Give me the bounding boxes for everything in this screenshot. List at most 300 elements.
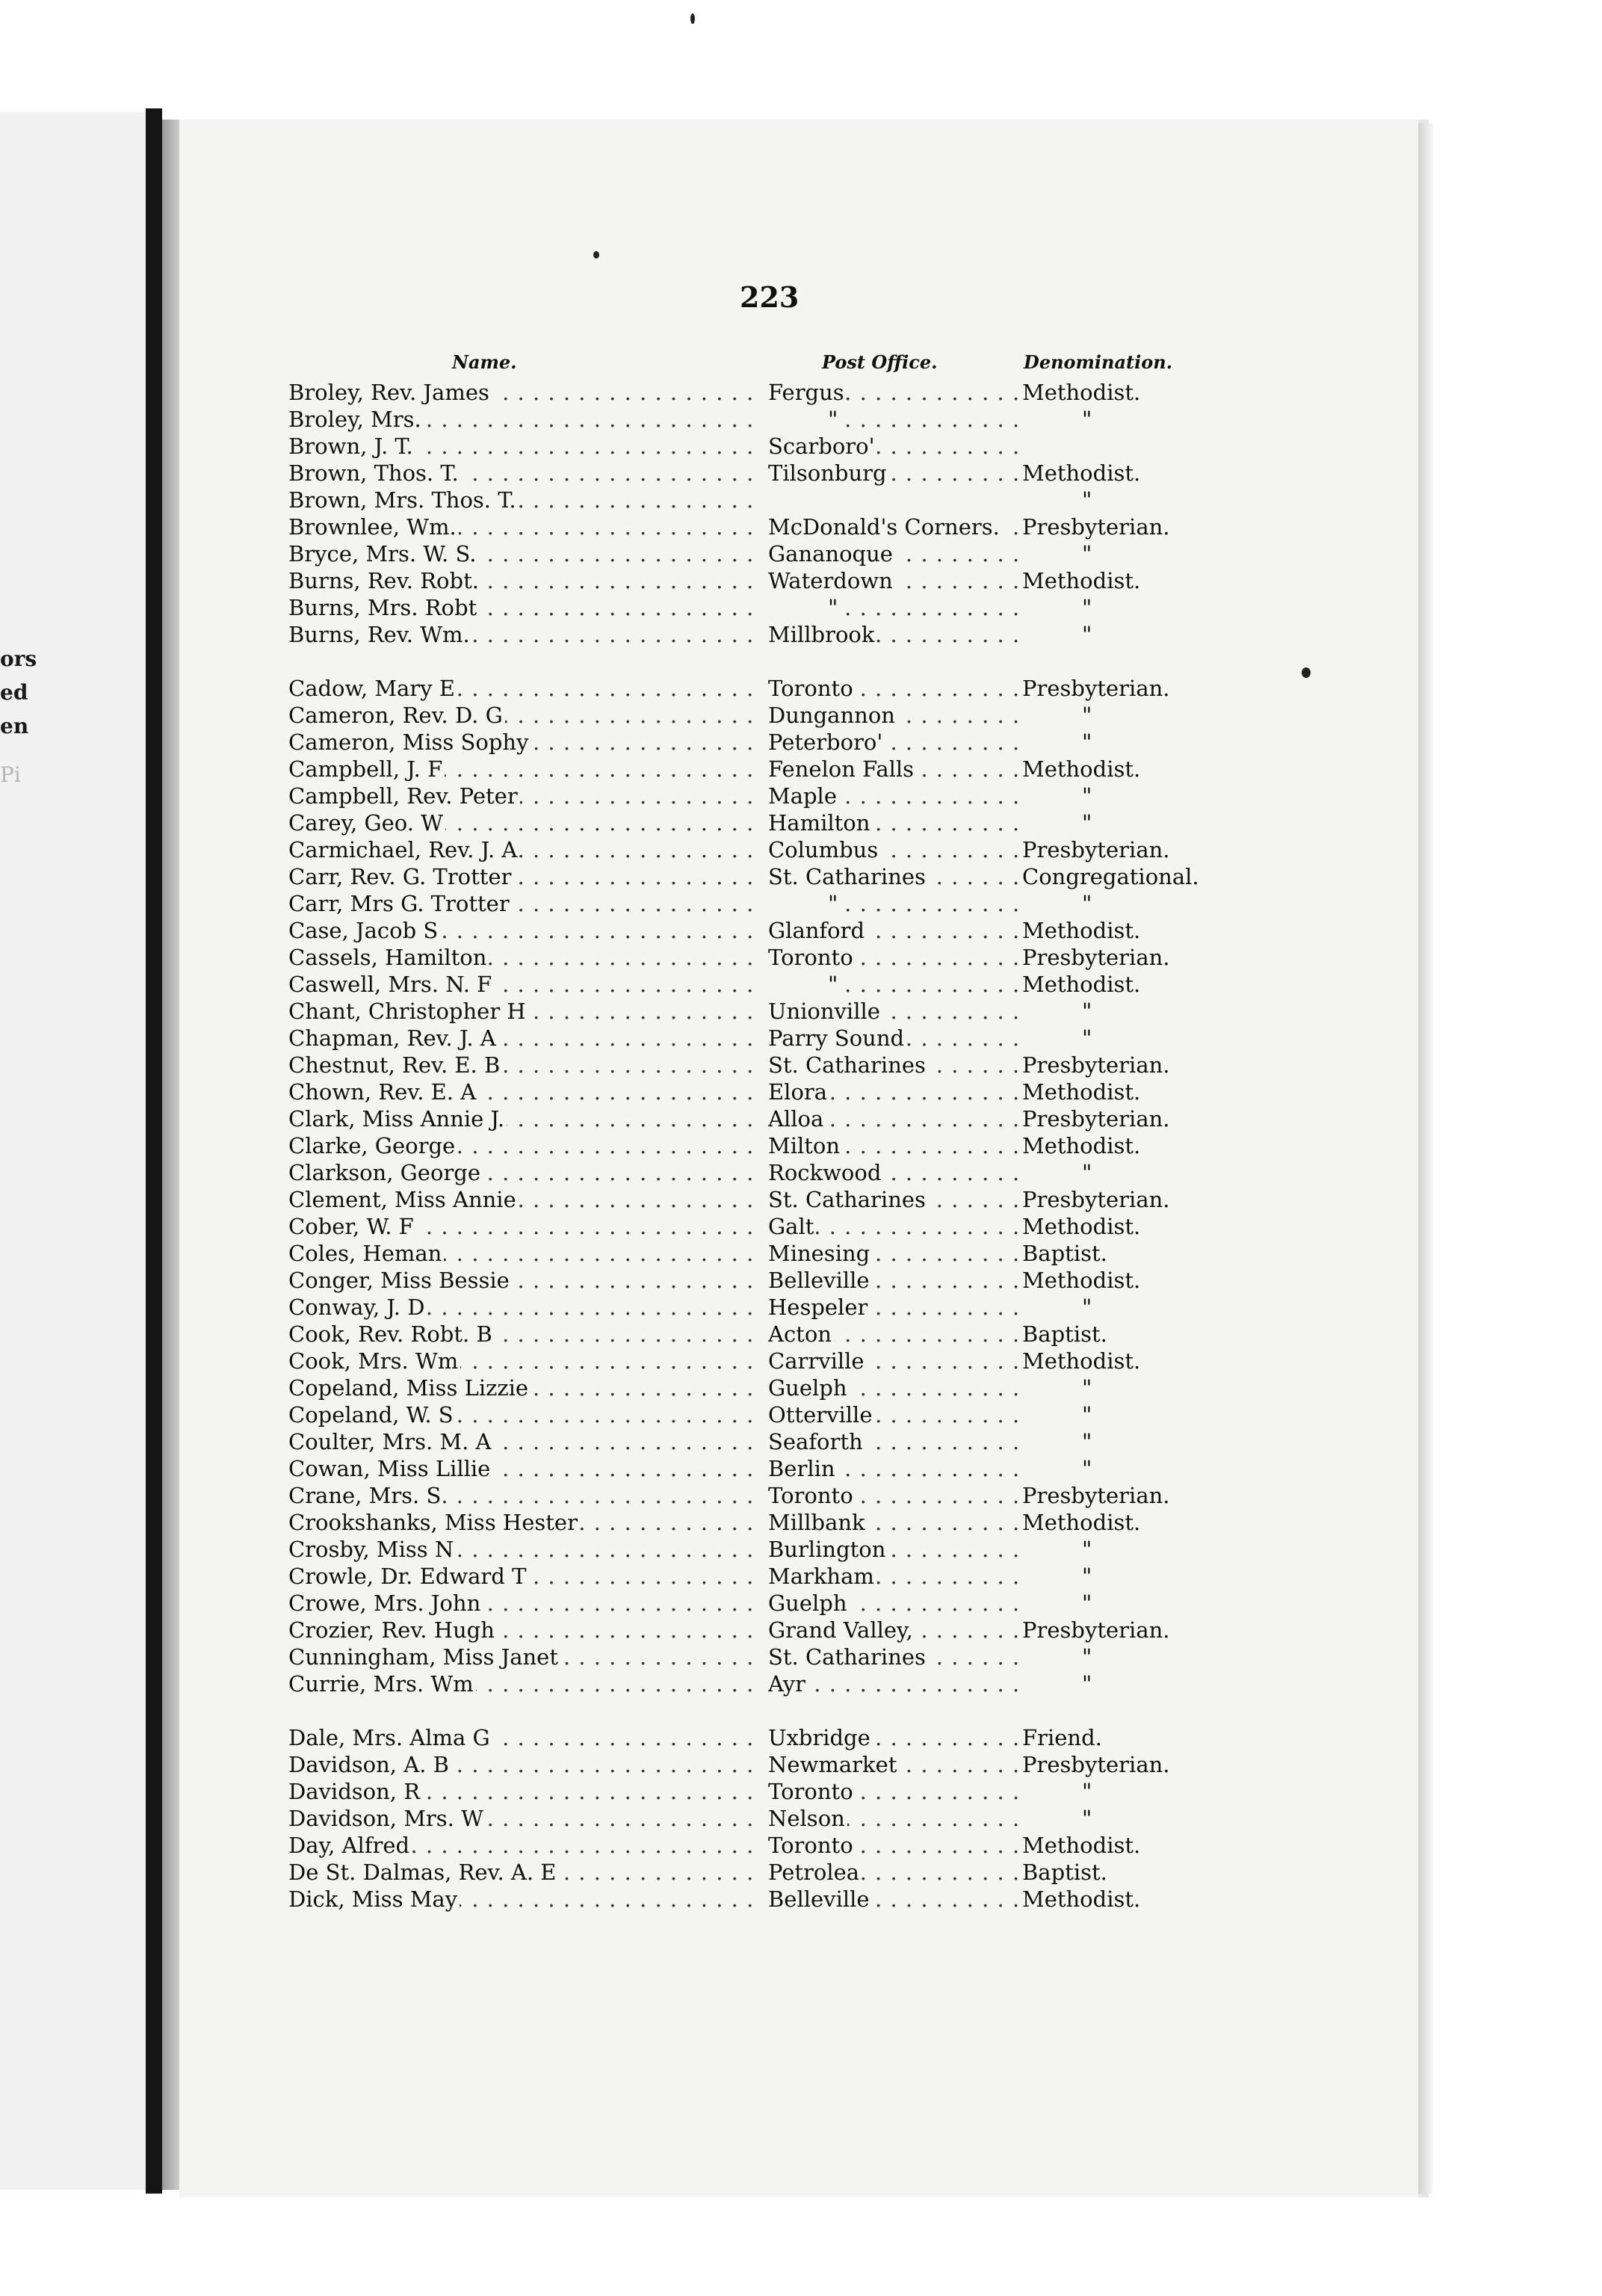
list-item	[288, 1832, 1245, 1859]
entry-post-office	[768, 460, 1019, 487]
entry-post-office-text: Guelph	[768, 1375, 850, 1401]
entry-name-text: Chown, Rev. E. A	[288, 1079, 478, 1105]
entry-name	[288, 1805, 752, 1832]
entry-name-text: Chestnut, Rev. E. B	[288, 1052, 502, 1078]
entry-denomination-text: "	[1082, 1564, 1092, 1589]
entry-post-office	[768, 863, 1019, 890]
entry-denomination	[1022, 1186, 1246, 1213]
entry-post-office-text: Nelson	[768, 1806, 847, 1831]
entry-post-office-text: Markham	[768, 1564, 876, 1589]
left-page-fragment: ed	[0, 680, 28, 705]
entry-denomination-text: Methodist.	[1022, 380, 1141, 405]
entry-name	[288, 1482, 752, 1509]
entry-post-office-text: Waterdown	[768, 568, 895, 593]
entry-name-text: Cook, Mrs. Wm	[288, 1348, 460, 1374]
entry-denomination	[1022, 1348, 1246, 1374]
entry-denomination	[1022, 1670, 1246, 1697]
entry-denomination-text: Methodist.	[1022, 1833, 1141, 1858]
entry-name	[288, 1240, 752, 1267]
entry-denomination	[1022, 1805, 1246, 1832]
entry-denomination-text: "	[1082, 1429, 1092, 1454]
entry-post-office-text: Toronto	[768, 1483, 856, 1508]
entry-name	[288, 702, 752, 729]
list-item	[288, 540, 1245, 567]
entry-denomination	[1022, 513, 1246, 540]
entry-name-text: Currie, Mrs. Wm	[288, 1671, 476, 1697]
entry-post-office-text: Acton	[768, 1321, 834, 1347]
entry-name-text: Burns, Mrs. Robt	[288, 595, 479, 620]
entry-post-office	[768, 1240, 1019, 1267]
entry-post-office-text: Millbank	[768, 1510, 868, 1535]
entry-post-office	[768, 1374, 1019, 1401]
entry-name	[288, 1186, 752, 1213]
entry-post-office-text: Berlin	[768, 1456, 838, 1481]
entry-name-text: Conger, Miss Bessie	[288, 1268, 512, 1293]
entry-post-office	[768, 1886, 1019, 1913]
entry-post-office-text: St. Catharines	[768, 1187, 928, 1212]
entry-name	[288, 1509, 752, 1536]
entry-post-office	[768, 1832, 1019, 1859]
entry-post-office	[768, 1213, 1019, 1240]
list-item	[288, 756, 1245, 783]
entry-denomination-text: Baptist.	[1022, 1860, 1107, 1885]
entry-post-office	[768, 1563, 1019, 1590]
entry-denomination-text: "	[1082, 1375, 1092, 1401]
entry-post-office	[768, 1509, 1019, 1536]
entry-post-office-text: Rockwood	[768, 1160, 883, 1185]
left-page-fragment: Pi	[0, 762, 21, 787]
entry-post-office-text: Guelph	[768, 1590, 850, 1616]
entry-denomination-text: "	[1082, 729, 1092, 755]
entry-name-text: Chant, Christopher H	[288, 999, 528, 1024]
entry-denomination-text: "	[1082, 1537, 1092, 1562]
list-item	[288, 1052, 1245, 1078]
entry-denomination	[1022, 783, 1246, 809]
entry-post-office-text: Millbrook	[768, 622, 876, 647]
entry-name-text: Cober, W. F	[288, 1214, 416, 1239]
entry-post-office	[768, 1078, 1019, 1105]
entry-denomination-text: "	[1082, 703, 1092, 728]
entry-denomination	[1022, 1078, 1246, 1105]
entry-denomination-text: "	[1082, 1806, 1092, 1831]
list-item	[288, 567, 1245, 594]
entry-name-text: Crosby, Miss N	[288, 1537, 456, 1562]
entry-name-text: De St. Dalmas, Rev. A. E	[288, 1860, 558, 1885]
list-item	[288, 1590, 1245, 1617]
entry-denomination	[1022, 836, 1246, 863]
entry-name-text: Cadow, Mary E	[288, 676, 457, 701]
entry-denomination	[1022, 594, 1246, 621]
list-item	[288, 1724, 1245, 1751]
entry-denomination-text: "	[1082, 783, 1092, 809]
entry-post-office	[768, 1401, 1019, 1428]
entry-name	[288, 1025, 752, 1052]
entry-denomination	[1022, 1025, 1246, 1052]
entry-name-text: Crookshanks, Miss Hester	[288, 1510, 580, 1535]
entry-denomination-text: Presbyterian.	[1022, 945, 1170, 970]
entry-denomination-text: Methodist.	[1022, 1214, 1141, 1239]
entry-name-text: Cameron, Miss Sophy	[288, 729, 531, 755]
previous-page-edge	[0, 112, 153, 2190]
entry-post-office	[768, 1859, 1019, 1886]
entry-post-office	[768, 433, 1019, 460]
entry-denomination-text: Presbyterian.	[1022, 676, 1170, 701]
entry-name-text: Carmichael, Rev. J. A	[288, 837, 519, 862]
entry-post-office	[768, 406, 1019, 433]
entry-name-text: Crane, Mrs. S	[288, 1483, 443, 1508]
list-item	[288, 1482, 1245, 1509]
entry-name	[288, 487, 752, 513]
list-item	[288, 1778, 1245, 1805]
list-item	[288, 1267, 1245, 1294]
entry-post-office	[768, 1159, 1019, 1186]
entry-denomination	[1022, 1374, 1246, 1401]
entry-post-office-text: Otterville	[768, 1402, 874, 1428]
entry-denomination-text: "	[1082, 622, 1092, 647]
entry-denomination	[1022, 1105, 1246, 1132]
entry-name-text: Caswell, Mrs. N. F	[288, 972, 494, 997]
entry-denomination	[1022, 1832, 1246, 1859]
entry-name-text: Dale, Mrs. Alma G	[288, 1725, 492, 1750]
list-item	[288, 890, 1245, 917]
entry-denomination-text: "	[1082, 1671, 1092, 1697]
entry-name-text: Coulter, Mrs. M. A	[288, 1429, 493, 1454]
entry-post-office-text: Toronto	[768, 1833, 856, 1858]
entry-post-office-text: Carrville	[768, 1348, 867, 1374]
entry-post-office-text: Uxbridge	[768, 1725, 873, 1750]
entry-post-office	[768, 1644, 1019, 1670]
entry-denomination	[1022, 567, 1246, 594]
entry-post-office-text: Parry Sound	[768, 1025, 906, 1051]
entry-denomination-text: "	[1082, 1644, 1092, 1670]
entry-post-office	[768, 1670, 1019, 1697]
list-item	[288, 1078, 1245, 1105]
entry-denomination-text: "	[1082, 1160, 1092, 1185]
entry-name	[288, 1213, 752, 1240]
list-item	[288, 594, 1245, 621]
entry-post-office	[768, 1186, 1019, 1213]
entry-denomination-text: Friend.	[1022, 1725, 1102, 1750]
entry-post-office-text: Grand Valley,	[768, 1617, 915, 1643]
entry-denomination	[1022, 1590, 1246, 1617]
entry-post-office	[768, 1617, 1019, 1644]
list-item	[288, 513, 1245, 540]
entry-post-office-text: Alloa	[768, 1106, 826, 1132]
entry-name	[288, 379, 752, 406]
entry-denomination-text: Presbyterian.	[1022, 1617, 1170, 1643]
entry-post-office	[768, 1025, 1019, 1052]
entry-post-office	[768, 1321, 1019, 1348]
entry-denomination	[1022, 460, 1246, 487]
entry-denomination	[1022, 971, 1246, 998]
entry-denomination	[1022, 1859, 1246, 1886]
column-header-name: Name.	[452, 351, 517, 373]
entry-denomination	[1022, 756, 1246, 783]
directory-list	[288, 379, 1245, 1913]
entry-post-office-text: St. Catharines	[768, 864, 928, 889]
entry-denomination-text: Baptist.	[1022, 1241, 1107, 1266]
entry-post-office-text: Petrolea	[768, 1860, 862, 1885]
entry-name	[288, 675, 752, 702]
list-item	[288, 836, 1245, 863]
entry-name	[288, 1401, 752, 1428]
entry-name-text: Cunningham, Miss Janet	[288, 1644, 560, 1670]
entry-denomination	[1022, 1401, 1246, 1428]
entry-denomination	[1022, 1132, 1246, 1159]
entry-post-office-text: Unionville	[768, 999, 882, 1024]
entry-denomination	[1022, 1886, 1246, 1913]
list-item	[288, 1859, 1245, 1886]
entry-post-office-text: Glanford	[768, 918, 867, 943]
entry-name-text: Davidson, R	[288, 1779, 422, 1804]
entry-name	[288, 1617, 752, 1644]
entry-name	[288, 1563, 752, 1590]
entry-denomination	[1022, 1455, 1246, 1482]
entry-post-office-text: Galt	[768, 1214, 816, 1239]
entry-denomination-text: "	[1082, 487, 1092, 513]
entry-name-text: Brown, Thos. T.	[288, 460, 461, 486]
entry-name	[288, 1455, 752, 1482]
entry-name-text: Crowe, Mrs. John	[288, 1590, 483, 1616]
entry-post-office-text: Ayr	[768, 1671, 808, 1697]
entry-post-office	[768, 1805, 1019, 1832]
list-item	[288, 1670, 1245, 1697]
entry-denomination-text: Presbyterian.	[1022, 1483, 1170, 1508]
entry-name	[288, 1751, 752, 1778]
list-item	[288, 1644, 1245, 1670]
entry-denomination	[1022, 702, 1246, 729]
entry-denomination	[1022, 1159, 1246, 1186]
entry-post-office	[768, 890, 1019, 917]
entry-name	[288, 1536, 752, 1563]
page-number: 223	[740, 280, 800, 314]
entry-name	[288, 1078, 752, 1105]
entry-denomination-text: Presbyterian.	[1022, 837, 1170, 862]
entry-denomination-text: Methodist.	[1022, 1348, 1141, 1374]
entry-name-text: Cameron, Rev. D. G	[288, 703, 505, 728]
entry-post-office-text: Burlington	[768, 1537, 888, 1562]
entry-post-office-text: Newmarket	[768, 1752, 899, 1777]
entry-post-office	[768, 809, 1019, 836]
entry-denomination-text: Presbyterian.	[1022, 1187, 1170, 1212]
entry-post-office-text: Toronto	[768, 1779, 856, 1804]
entry-denomination	[1022, 944, 1246, 971]
entry-name	[288, 1778, 752, 1805]
entry-name-text: Dick, Miss May	[288, 1886, 460, 1912]
column-header-denomination: Denomination.	[1024, 351, 1173, 373]
entry-post-office-text: Toronto	[768, 676, 856, 701]
list-item	[288, 1536, 1245, 1563]
entry-name-text: Burns, Rev. Wm.	[288, 622, 472, 647]
entry-name	[288, 1052, 752, 1078]
entry-denomination-text: "	[1082, 1402, 1092, 1428]
entry-post-office	[768, 1590, 1019, 1617]
list-item	[288, 1617, 1245, 1644]
entry-name	[288, 1159, 752, 1186]
entry-name	[288, 1348, 752, 1374]
entry-denomination-text: Methodist.	[1022, 918, 1141, 943]
entry-name	[288, 863, 752, 890]
entry-post-office	[768, 944, 1019, 971]
entry-denomination	[1022, 1213, 1246, 1240]
entry-post-office	[768, 783, 1019, 809]
entry-post-office	[768, 1455, 1019, 1482]
entry-denomination	[1022, 1052, 1246, 1078]
entry-post-office-text: "	[768, 594, 840, 621]
entry-name	[288, 944, 752, 971]
entry-post-office	[768, 1105, 1019, 1132]
entry-denomination	[1022, 1536, 1246, 1563]
list-item	[288, 729, 1245, 756]
entry-denomination-text: Methodist.	[1022, 1510, 1141, 1535]
entry-post-office	[768, 917, 1019, 944]
list-item	[288, 1751, 1245, 1778]
entry-post-office-text: St. Catharines	[768, 1644, 928, 1670]
list-item	[288, 433, 1245, 460]
entry-denomination-text: Baptist.	[1022, 1321, 1107, 1347]
entry-denomination-text: Congregational.	[1022, 864, 1199, 889]
entry-denomination-text: Methodist.	[1022, 568, 1141, 593]
entry-name	[288, 1886, 752, 1913]
entry-denomination-text: "	[1082, 541, 1092, 567]
entry-name-text: Campbell, J. F	[288, 756, 445, 782]
entry-post-office	[768, 836, 1019, 863]
list-item	[288, 1213, 1245, 1240]
entry-denomination-text: "	[1082, 595, 1092, 620]
entry-name-text: Day, Alfred	[288, 1833, 412, 1858]
entry-name-text: Copeland, Miss Lizzie	[288, 1375, 531, 1401]
entry-post-office-text: Peterboro'	[768, 729, 885, 755]
entry-post-office	[768, 487, 1019, 513]
entry-denomination-text: Methodist.	[1022, 756, 1141, 782]
entry-denomination	[1022, 1428, 1246, 1455]
entry-denomination	[1022, 917, 1246, 944]
entry-denomination	[1022, 809, 1246, 836]
list-item	[288, 863, 1245, 890]
entry-post-office-text: "	[768, 406, 840, 433]
entry-post-office	[768, 1778, 1019, 1805]
entry-name	[288, 783, 752, 809]
entry-name	[288, 1428, 752, 1455]
entry-name-text: Clement, Miss Annie	[288, 1187, 519, 1212]
entry-name	[288, 406, 752, 433]
list-item	[288, 783, 1245, 809]
entry-name-text: Bryce, Mrs. W. S.	[288, 541, 479, 567]
entry-post-office	[768, 1052, 1019, 1078]
entry-name	[288, 540, 752, 567]
entry-name	[288, 917, 752, 944]
entry-name-text: Broley, Rev. James	[288, 380, 492, 405]
entry-denomination	[1022, 621, 1246, 648]
entry-post-office-text: Minesing	[768, 1241, 872, 1266]
entry-post-office-text	[768, 487, 770, 513]
entry-denomination	[1022, 863, 1246, 890]
list-item	[288, 487, 1245, 513]
entry-name-text: Crowle, Dr. Edward T	[288, 1564, 528, 1589]
list-item	[288, 460, 1245, 487]
entry-denomination	[1022, 1778, 1246, 1805]
entry-name-text: Brown, Mrs. Thos. T.	[288, 487, 519, 513]
list-item	[288, 1132, 1245, 1159]
entry-name-text: Chapman, Rev. J. A	[288, 1025, 498, 1051]
entry-post-office	[768, 379, 1019, 406]
list-item	[288, 809, 1245, 836]
list-item	[288, 971, 1245, 998]
entry-name-text: Carr, Mrs G. Trotter	[288, 891, 512, 916]
entry-denomination-text: "	[1082, 810, 1092, 836]
list-item	[288, 944, 1245, 971]
entry-denomination	[1022, 379, 1246, 406]
list-item	[288, 1428, 1245, 1455]
entry-name-text: Conway, J. D	[288, 1294, 427, 1320]
entry-post-office	[768, 1428, 1019, 1455]
entry-name-text: Clarke, George	[288, 1133, 457, 1158]
entry-post-office	[768, 540, 1019, 567]
entry-denomination	[1022, 1563, 1246, 1590]
entry-post-office-text: Belleville	[768, 1886, 872, 1912]
entry-name	[288, 1321, 752, 1348]
entry-name	[288, 1670, 752, 1697]
entry-post-office	[768, 1536, 1019, 1563]
entry-post-office	[768, 998, 1019, 1025]
entry-denomination-text: Methodist.	[1022, 460, 1141, 486]
entry-name-text: Davidson, A. B	[288, 1752, 451, 1777]
entry-post-office-text: Fergus	[768, 380, 847, 405]
entry-denomination-text: Presbyterian.	[1022, 1106, 1170, 1132]
entry-post-office	[768, 729, 1019, 756]
entry-name-text: Clarkson, George	[288, 1160, 483, 1185]
entry-denomination	[1022, 998, 1246, 1025]
entry-post-office	[768, 971, 1019, 998]
entry-name	[288, 1132, 752, 1159]
list-item	[288, 1159, 1245, 1186]
entry-denomination	[1022, 1509, 1246, 1536]
entry-post-office-text: St. Catharines	[768, 1052, 928, 1078]
entry-denomination	[1022, 890, 1246, 917]
list-item	[288, 917, 1245, 944]
list-item	[288, 1348, 1245, 1374]
entry-name	[288, 971, 752, 998]
entry-denomination	[1022, 729, 1246, 756]
list-item	[288, 1105, 1245, 1132]
entry-denomination-text: "	[1082, 1456, 1092, 1481]
entry-name	[288, 567, 752, 594]
entry-name	[288, 756, 752, 783]
entry-name-text: Broley, Mrs.	[288, 407, 424, 432]
entry-denomination-text: Methodist.	[1022, 1079, 1141, 1105]
entry-name	[288, 836, 752, 863]
entry-name-text: Case, Jacob S	[288, 918, 440, 943]
entry-post-office-text: Seaforth	[768, 1429, 865, 1454]
entry-denomination	[1022, 1751, 1246, 1778]
entry-post-office-text: Hespeler	[768, 1294, 870, 1320]
entry-denomination-text: "	[1082, 1294, 1092, 1320]
entry-post-office-text: Dungannon	[768, 703, 897, 728]
entry-post-office	[768, 1724, 1019, 1751]
list-item	[288, 379, 1245, 406]
entry-name	[288, 1859, 752, 1886]
entry-post-office-text: Columbus	[768, 837, 880, 862]
entry-name-text: Clark, Miss Annie J.	[288, 1106, 507, 1132]
entry-post-office-text: Toronto	[768, 945, 856, 970]
entry-post-office-text: "	[768, 890, 840, 917]
entry-denomination-text: "	[1082, 1590, 1092, 1616]
entry-denomination-text: "	[1082, 407, 1092, 432]
entry-name	[288, 890, 752, 917]
entry-post-office-text: Hamilton	[768, 810, 872, 836]
entry-name	[288, 594, 752, 621]
entry-denomination	[1022, 1482, 1246, 1509]
